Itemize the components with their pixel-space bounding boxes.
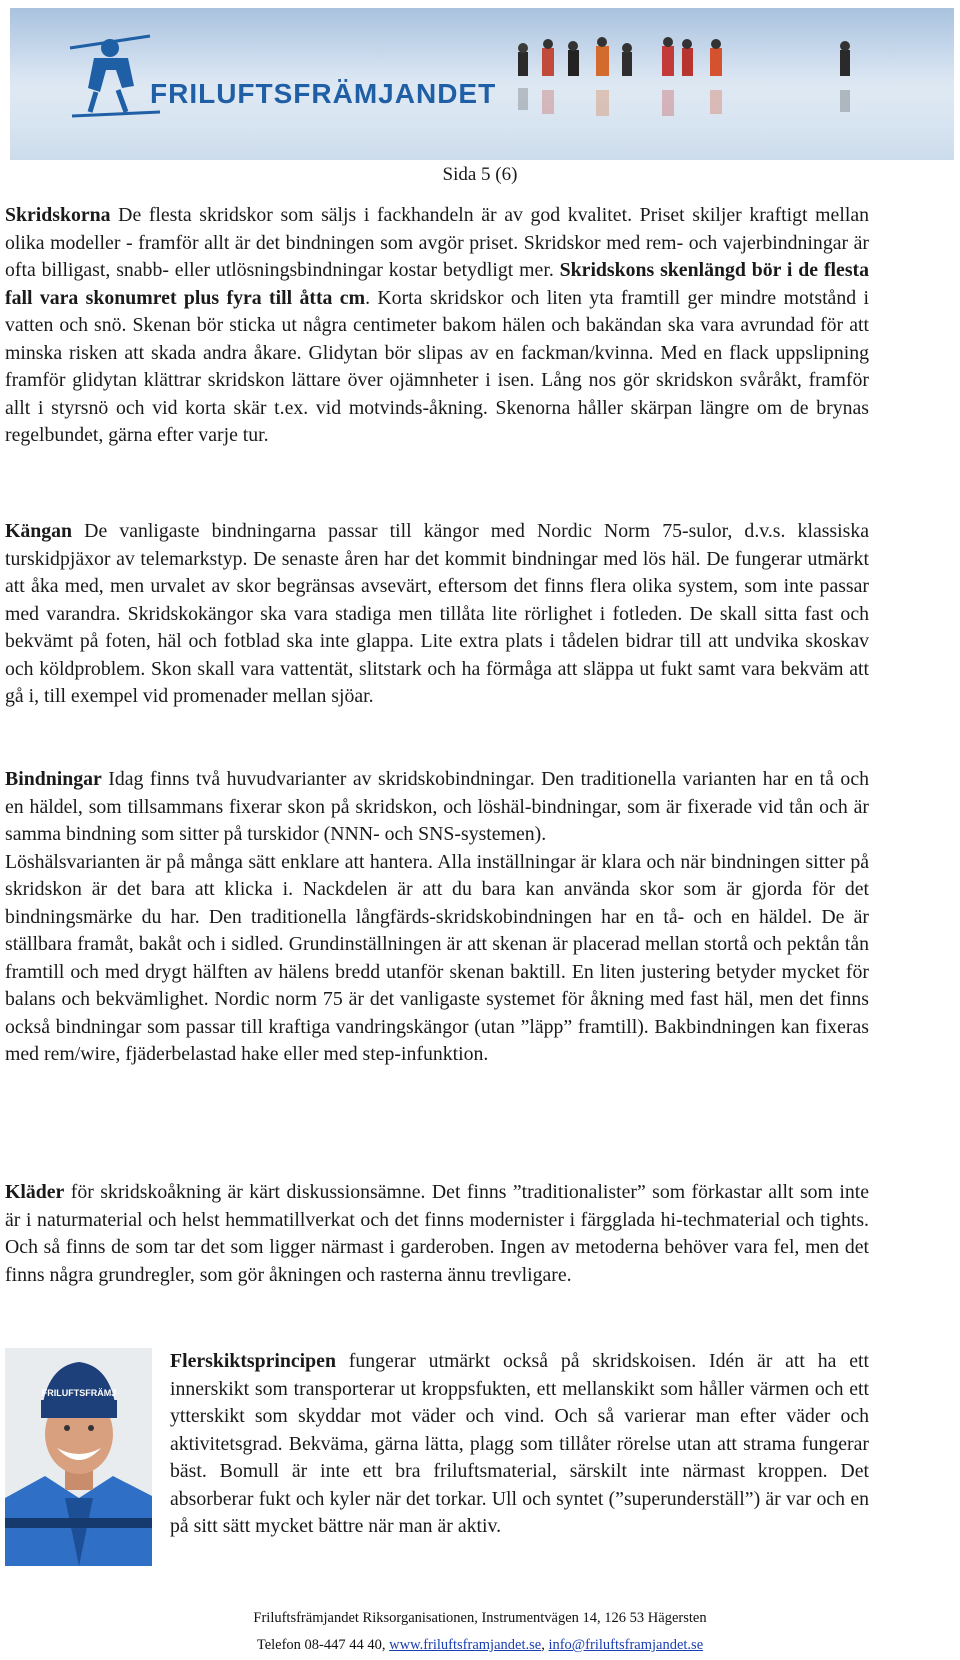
bold-text: Skridskons skenlängd bör i de flesta fall vara skonumret plus fyra till åtta cm xyxy=(5,259,870,309)
email-link[interactable]: info@friluftsframjandet.se xyxy=(548,1637,704,1653)
paragraph-text: Löshälsvarianten är på många sätt enklare att hantera. Alla inställningar är klara och när bindningen sitter på skridskon är det bara att klicka i. Nackdelen är att du bara kan använda skor som är gjorda för det bindningsmärke du har. Den traditionella långfärds-skridskobindningen har en tå- och en häldel. De är ställbara framåt, bakåt och i sidled. Grundinställningen är att skenan är placerad mellan stortå och pektån tån framtill och med drygt hälften av hälens bredd utanför skenan baktill. En liten justering betyder mycket för balans och bekvämlighet. Nordic norm 75 är det vanligaste systemet för åkning med fast häl, men det finns också bindningar som passar till kraftiga vandringskängor (utan ”läpp” framtill). Bakbindningen kan fixeras med rem/wire, fjäderbelastad hake eller med step-infunktion. xyxy=(5,850,869,1065)
section-skridskorna xyxy=(5,202,869,450)
section-heading: Kängan xyxy=(5,520,73,542)
website-link[interactable]: www.friluftsframjandet.se xyxy=(389,1637,542,1653)
header-banner xyxy=(10,8,954,160)
section-bindningar xyxy=(5,766,869,1069)
section-flerskikt xyxy=(170,1348,869,1541)
paragraph-text: fungerar utmärkt också på skridskoisen. Idén är att ha ett innerskikt som transporterar ut kroppsfukten, ett mellanskikt som håller värmen och ett ytterskikt som skyddar mot väder och vind. Och så varierar man efter väder och aktivitetsgrad. Bekväma, gärna lätta, plagg som tillåter rörelse utan att strama fungerar bäst. Bomull är inte ett bra friluftsmaterial, särskilt inte närmast kroppen. Det absorberar fukt och kyler när det torkar. Ull och syntet (”superunderställ”) är var och en på sitt sätt mycket bättre när man är aktiv. xyxy=(170,1350,869,1537)
section-klader xyxy=(5,1179,869,1289)
section-kangan xyxy=(5,518,869,711)
paragraph-text: för skridskoåkning är kärt diskussionsämne. Det finns ”traditionalister” som förkastar allt som inte är i naturmaterial och helst hemmatillverkat och det finns modernister i färgglada hi-techmaterial och tights. Och så finns de som tar det som ligger närmast i garderoben. Ingen av metoderna behöver vara fel, men det finns några grundregler, som gör åkningen och rasterna ännu trevligare. xyxy=(5,1181,869,1286)
paragraph-text: De vanligaste bindningarna passar till kängor med Nordic Norm 75-sulor, d.v.s. klassiska turskidpjäxor av telemarkstyp. De senaste åren har det kommit bindningar med lös häl. De fungerar utmärkt att åka med, men urvalet av skor begränsas avsevärt, eftersom det finns flera olika system, som inte passar med varandra. Skridskokängor ska vara stadiga men tillåta lite rörlighet i fotleden. De skall sitta fast och bekvämt på foten, häl och fotblad ska inte glappa. Lite extra plats i tådelen bidrar till att undvika skoskav och köldproblem. Skon skall vara vattentät, slitstark och ha förmåga att släppa ut fukt samt vara bekväm att gå i, till exempel vid promenader mellan sjöar. xyxy=(5,520,869,707)
section-heading: Skridskorna xyxy=(5,204,111,226)
section-heading: Kläder xyxy=(5,1181,65,1203)
paragraph-text: . Korta skridskor och liten yta framtill ger mindre motstånd i vatten och snö. Skenan bör sticka ut några centimeter bakom hälen och bakändan ska vara avrundad för att minska risken att skada andra åkare. Glidytan bör slipas av en fackman/kvinna. Med en flack uppslipning framför glidytan klättrar skridskon lättare över ojämnheter i isen. Lång nos gör skridskon svåråkt, framför allt i styrsnö och vid korta skär t.ex. vid motvinds-åkning. Skenorna håller skärpan längre om de brynas regelbundet, gärna efter varje tur. xyxy=(5,286,869,446)
paragraph-text: De flesta skridskor som säljs i fackhandeln är av god kvalitet. Priset skiljer kraftigt mellan olika modeller - framför allt är det bindningen som avgör priset. Skridskor med rem- och vajerbindningar är ofta billigast, snabb- eller utlösningsbindningar kostar betydligt mer. xyxy=(5,204,869,281)
footer-phone: Telefon 08-447 44 40, xyxy=(256,1637,390,1653)
footer-contact xyxy=(0,1637,960,1654)
person-portrait-icon xyxy=(5,1348,152,1566)
section-heading: Bindningar xyxy=(5,768,102,790)
brand-name: FRILUFTSFRÄMJANDET xyxy=(150,78,497,109)
page-number: Sida 5 (6) xyxy=(442,164,518,185)
portrait-photo xyxy=(5,1348,152,1566)
section-heading: Flerskiktsprincipen xyxy=(170,1350,336,1372)
footer-separator: , xyxy=(541,1637,549,1653)
hat-text: FRILUFTSFRÄMJ xyxy=(41,1388,117,1398)
footer-address: Friluftsfrämjandet Riksorganisationen, Instrumentvägen 14, 126 53 Hägersten xyxy=(253,1610,707,1626)
paragraph-text: Idag finns två huvudvarianter av skridskobindningar. Den traditionella varianten har en tå och en häldel, som tillsammans fixerar skon på skridskon, och löshäl-bindningar, som är fixerade vid tån och är samma bindning som sitter på turskidor (NNN- och SNS-systemen). xyxy=(5,768,869,845)
